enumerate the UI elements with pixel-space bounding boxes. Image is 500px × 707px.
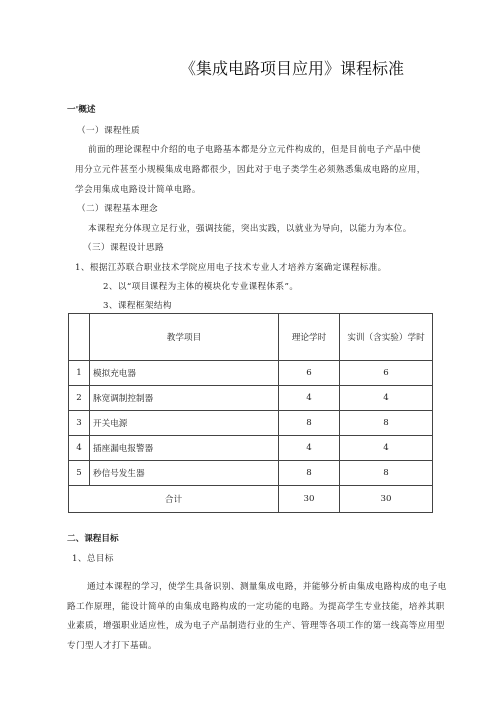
course-nature-line: 用分立元件甚至小规模集成电路都很少，因此对于电子类学生必须熟悉集成电路的应用， bbox=[75, 165, 426, 175]
row-num: 4 bbox=[69, 436, 90, 461]
course-nature-line: 前面的理论课程中介绍的电子电路基本都是分立元件构成的，但是目前电子产品中使 bbox=[88, 145, 421, 155]
header-lab-cell: 实训（含实验）学时 bbox=[340, 314, 433, 361]
goal-paragraph-line: 专门型人才打下基础。 bbox=[67, 641, 157, 651]
header-project-cell: 教学项目 bbox=[90, 314, 279, 361]
row-theory-hours: 4 bbox=[279, 386, 340, 411]
table-row bbox=[69, 411, 433, 436]
course-design-item: 3、课程框架结构 bbox=[103, 301, 172, 311]
row-num: 2 bbox=[69, 386, 90, 411]
total-theory-hours: 30 bbox=[279, 486, 340, 513]
row-lab-hours: 4 bbox=[340, 386, 433, 411]
goal-paragraph-line: 路工作原理，能设计简单的由集成电路构成的一定功能的电路。为提高学生专业技能，培养其职 bbox=[67, 602, 445, 612]
course-framework-table bbox=[68, 313, 433, 513]
row-theory-hours: 8 bbox=[279, 461, 340, 486]
goal-paragraph-line: 通过本课程的学习，使学生具备识别、测量集成电路，并能够分析由集成电路构成的电子电 bbox=[87, 582, 447, 592]
row-project: 模拟充电器 bbox=[90, 361, 279, 386]
course-design-item: 1、根据江苏联合职业技术学院应用电子技术专业人才培养方案确定课程标准。 bbox=[75, 263, 387, 273]
table-row bbox=[69, 361, 433, 386]
row-num: 5 bbox=[69, 461, 90, 486]
row-num: 1 bbox=[69, 361, 90, 386]
table-row bbox=[69, 461, 433, 486]
course-design-heading: （三）课程设计思路 bbox=[83, 243, 164, 253]
total-label: 合计 bbox=[69, 486, 279, 513]
row-theory-hours: 4 bbox=[279, 436, 340, 461]
row-lab-hours: 6 bbox=[340, 361, 433, 386]
section-2-heading: 二、课程目标 bbox=[67, 534, 119, 544]
course-design-item: 2、以“项目课程为主体的模块化专业课程体系”。 bbox=[103, 282, 299, 292]
section-1-heading: 一'概述 bbox=[67, 105, 96, 115]
total-goal-heading: 1、总目标 bbox=[72, 554, 114, 564]
header-theory-cell: 理论学时 bbox=[279, 314, 340, 361]
row-theory-hours: 8 bbox=[279, 411, 340, 436]
row-lab-hours: 4 bbox=[340, 436, 433, 461]
course-nature-line: 学会用集成电路设计简单电路。 bbox=[75, 185, 201, 195]
total-lab-hours: 30 bbox=[340, 486, 433, 513]
document-title: 《集成电路项目应用》课程标准 bbox=[179, 59, 404, 78]
course-concept-heading: （二）课程基本理念 bbox=[77, 204, 158, 214]
header-num-cell bbox=[69, 314, 90, 361]
row-lab-hours: 8 bbox=[340, 411, 433, 436]
goal-paragraph-line: 业素质，增强职业适应性，成为电子产品制造行业的生产、管理等各项工作的第一线高等应用型 bbox=[67, 621, 445, 631]
row-project: 秒信号发生器 bbox=[90, 461, 279, 486]
table-row bbox=[69, 386, 433, 411]
course-concept-line: 本课程充分体现立足行业，强调技能，突出实践，以就业为导向，以能力为本位。 bbox=[88, 224, 412, 234]
row-project: 开关电源 bbox=[90, 411, 279, 436]
table-row bbox=[69, 436, 433, 461]
table-total-row bbox=[69, 486, 433, 513]
row-theory-hours: 6 bbox=[279, 361, 340, 386]
table-header-row bbox=[69, 314, 433, 361]
row-project: 脉宽调制控制器 bbox=[90, 386, 279, 411]
course-nature-heading: （一）课程性质 bbox=[77, 126, 140, 136]
row-lab-hours: 8 bbox=[340, 461, 433, 486]
row-num: 3 bbox=[69, 411, 90, 436]
row-project: 插座漏电报警器 bbox=[90, 436, 279, 461]
